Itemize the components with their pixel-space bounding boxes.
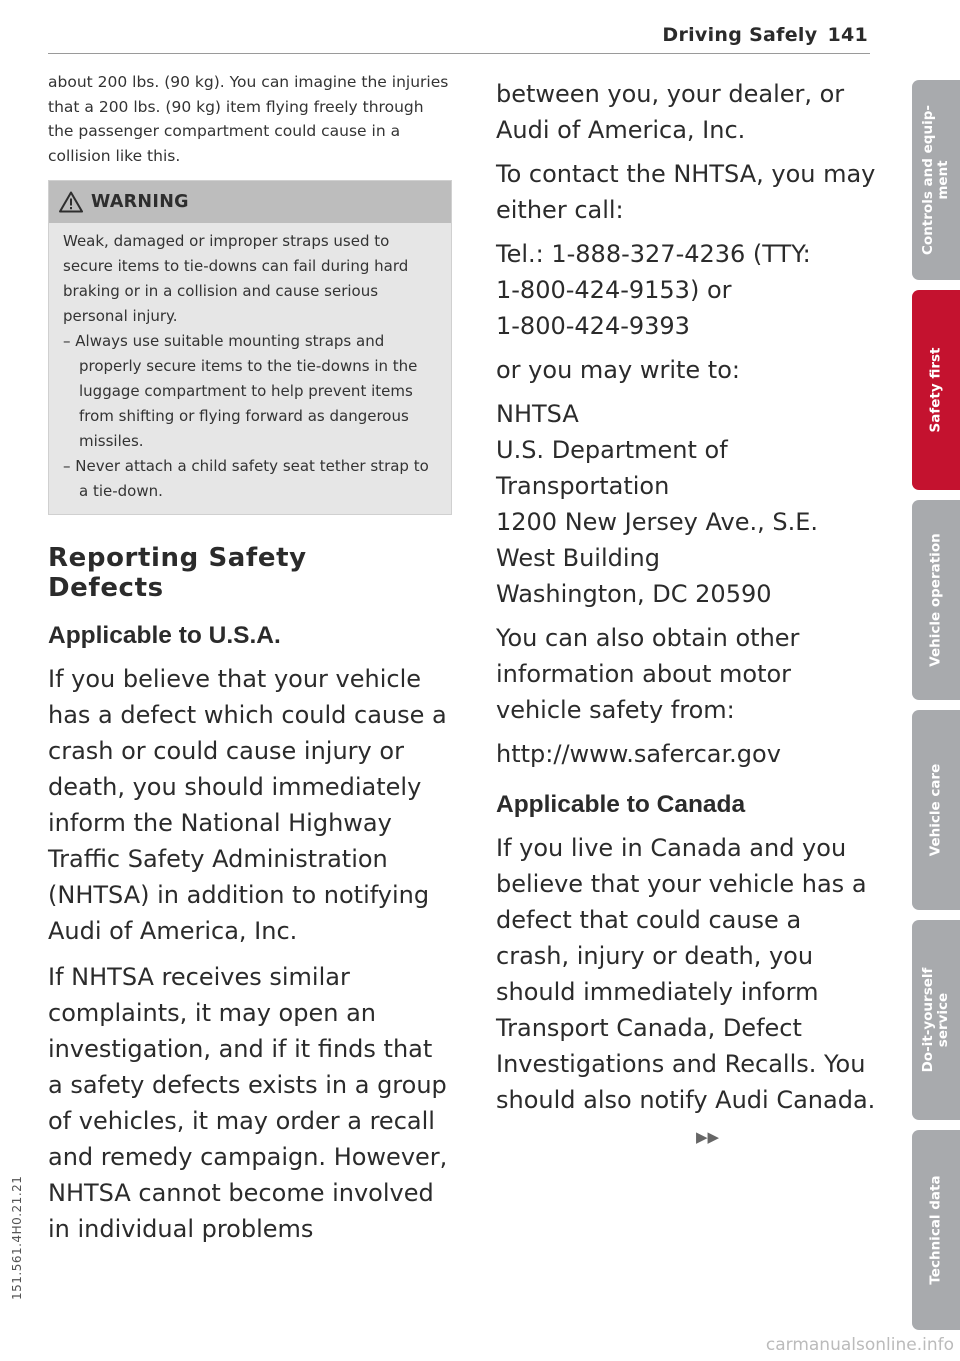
warning-header <box>49 181 451 223</box>
page-header <box>48 22 870 54</box>
section-title: Reporting Safety Defects <box>48 543 307 603</box>
intro-block <box>48 70 452 168</box>
warning-list <box>63 329 437 504</box>
right-column <box>496 76 876 1155</box>
sidebar-tab-label: Controls and equip- ment <box>920 105 951 255</box>
continue-arrow-icon: ▶▶ <box>696 1128 720 1146</box>
usa-paragraph-2: If NHTSA receives similar complaints, it may open an investigation, and if it finds that a safety defects exists in a group of vehicles, it may order a recall and remedy campaign. However, NHTSA cannot become involved in individual problems <box>48 963 448 1243</box>
between-paragraph: between you, your dealer, or Audi of America, Inc. <box>496 80 845 144</box>
warning-text: Weak, damaged or improper straps used to secure items to tie-downs can fail during hard braking or in a collision and cause serious personal injury. <box>63 232 409 325</box>
write-paragraph: or you may write to: <box>496 356 740 384</box>
warning-box <box>48 180 452 515</box>
sidebar-tab-vehicle-care[interactable] <box>912 710 960 910</box>
sidebar-tab-label: Safety first <box>927 347 944 433</box>
intro-paragraph: about 200 lbs. (90 kg). You can imagine the injuries that a 200 lbs. (90 kg) item flying freely through the passenger compartment could cause in a collision like this. <box>48 73 449 165</box>
address-line: Washington, DC 20590 <box>496 580 772 608</box>
phone-line: Tel.: 1-888-327-4236 (TTY: <box>496 240 811 268</box>
contact-paragraph: To contact the NHTSA, you may either call: <box>496 160 876 224</box>
address-block <box>496 396 876 612</box>
sidebar-tab-safety-first[interactable] <box>912 290 960 490</box>
phone-line: 1-800-424-9153) or <box>496 276 732 304</box>
sidebar-tab-vehicle-operation[interactable] <box>912 500 960 700</box>
sidebar-tab-label: Vehicle care <box>927 763 944 857</box>
other-info-paragraph: You can also obtain other information about motor vehicle safety from: <box>496 624 800 724</box>
warning-triangle-icon <box>59 191 83 213</box>
usa-paragraph-1: If you believe that your vehicle has a defect which could cause a crash or could cause injury or death, you should immediately inform the National Highway Traffic Safety Administration (NHTSA) in addition to notifying Audi of America, Inc. <box>48 665 447 945</box>
left-column <box>48 70 452 1247</box>
page-number: 141 <box>827 24 868 46</box>
document-code: 151.561.4H0.21.21 <box>10 1175 24 1300</box>
warning-body <box>49 223 451 514</box>
sidebar-tab-do-it-yourself[interactable] <box>912 920 960 1120</box>
phone-line: 1-800-424-9393 <box>496 312 690 340</box>
usa-heading: Applicable to U.S.A. <box>48 622 281 649</box>
sidebar-tab-technical-data[interactable] <box>912 1130 960 1330</box>
warning-title: WARNING <box>91 192 189 212</box>
sidebar-tab-label: Vehicle operation <box>927 533 944 667</box>
canada-paragraph <box>496 830 876 1155</box>
address-line: 1200 New Jersey Ave., S.E. <box>496 508 819 536</box>
warning-list-item: – Always use suitable mounting straps and properly secure items to the tie-downs in the luggage compartment to help prevent items from shifting or flying forward as dangerous missiles. <box>63 329 437 454</box>
address-line: U.S. Department of Transportation <box>496 436 728 500</box>
address-line: NHTSA <box>496 400 579 428</box>
sidebar-tab-label: Technical data <box>927 1175 944 1285</box>
header-text <box>662 24 868 46</box>
safercar-url[interactable]: http://www.safercar.gov <box>496 740 781 768</box>
canada-heading: Applicable to Canada <box>496 791 746 818</box>
sidebar-tab-controls[interactable] <box>912 80 960 280</box>
phone-block <box>496 236 876 344</box>
warning-list-item: – Never attach a child safety seat tether strap to a tie-down. <box>63 454 437 504</box>
address-line: West Building <box>496 544 660 572</box>
canada-paragraph-text: If you live in Canada and you believe that your vehicle has a defect that could cause a crash, injury or death, you should immediately inform Transport Canada, Defect Investigations and Recalls. You should also notify Audi Canada. <box>496 834 876 1114</box>
watermark: carmanualsonline.info <box>765 1335 954 1355</box>
header-section-title: Driving Safely <box>662 24 818 46</box>
sidebar-tab-label: Do-it-yourself service <box>920 967 951 1073</box>
